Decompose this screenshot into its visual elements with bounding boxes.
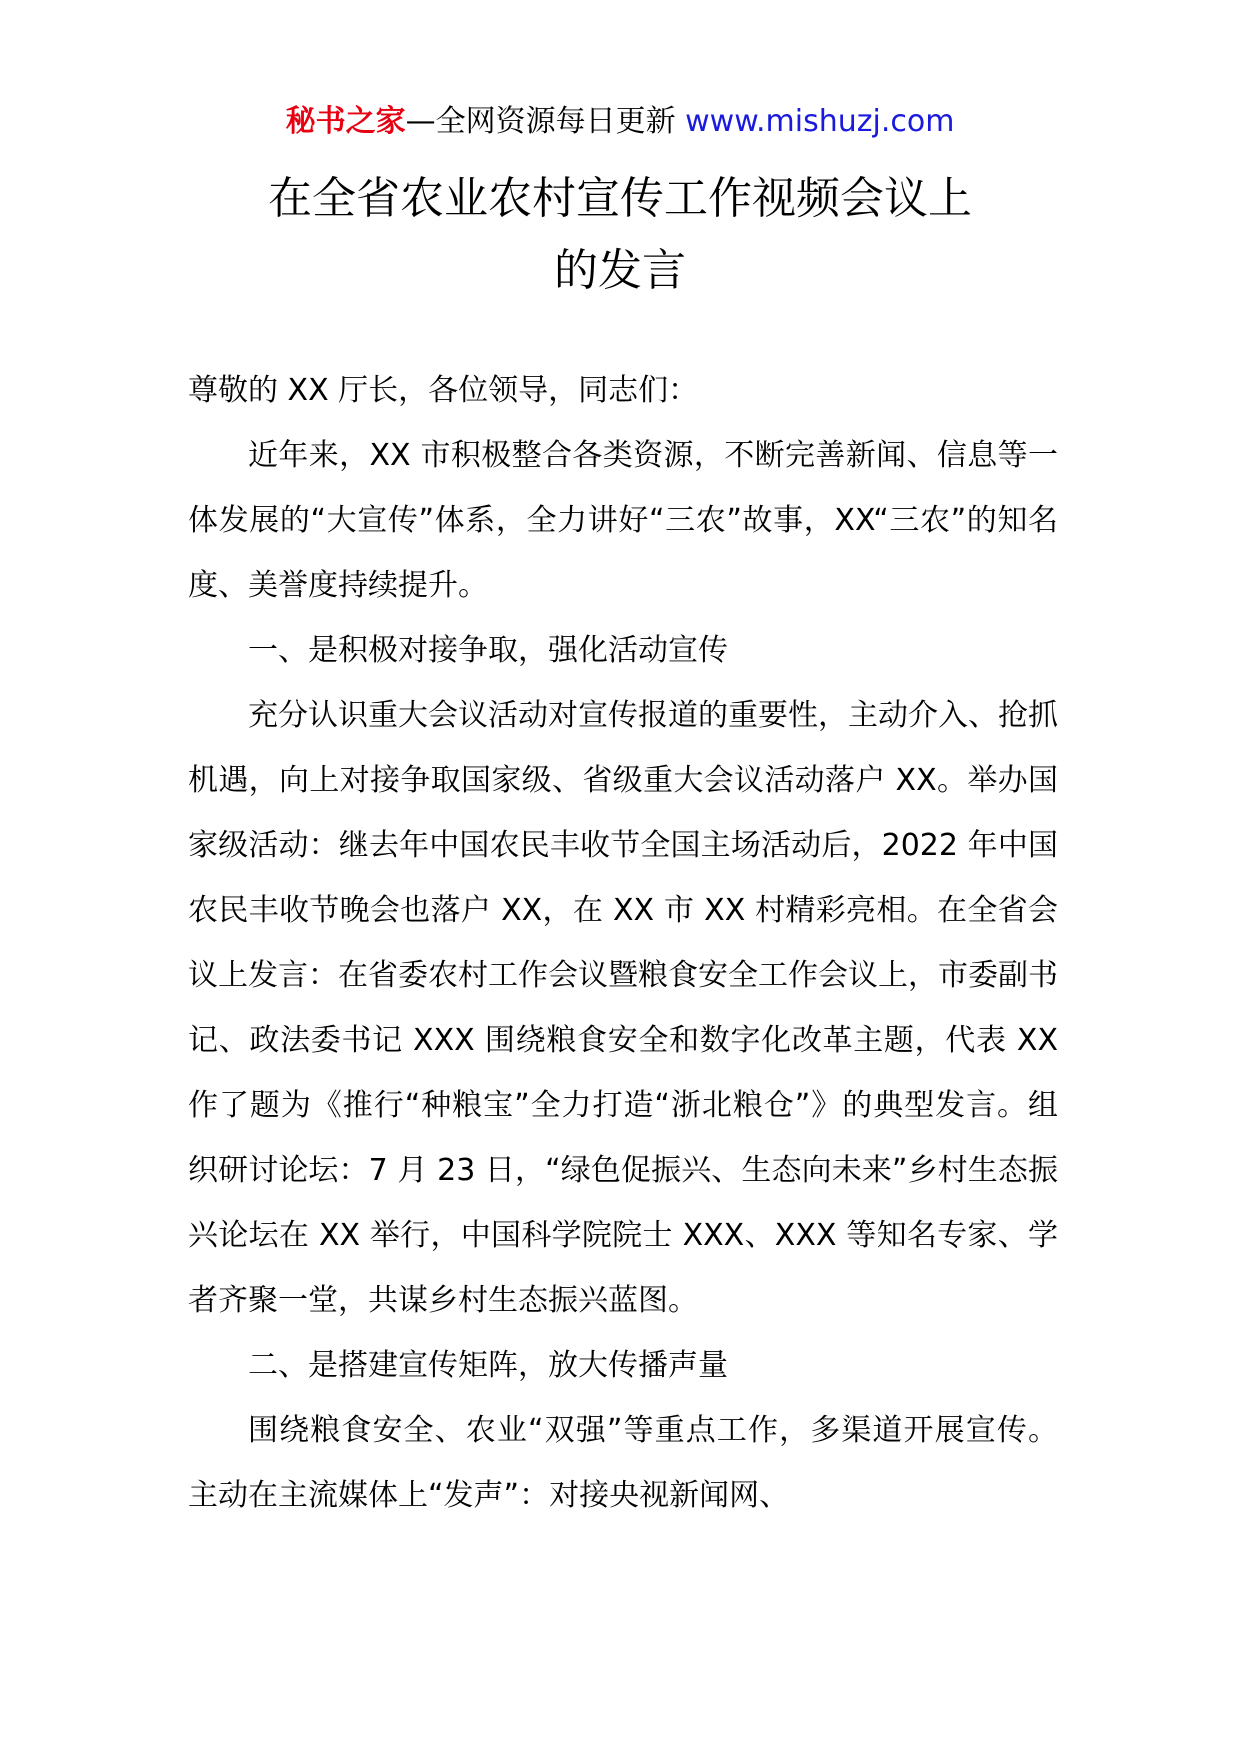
- title-line-2: 的发言: [554, 245, 686, 296]
- salutation: 尊敬的 XX 厅长，各位领导，同志们：: [188, 373, 699, 408]
- intro-paragraph: 近年来，XX 市积极整合各类资源，不断完善新闻、信息等一体发展的“大宣传”体系，全力讲好“三农”故事，XX“三农”的知名度、美誉度持续提升。: [188, 438, 1058, 603]
- site-url-link[interactable]: www.mishuzj.com: [685, 104, 955, 139]
- title-line-1: 在全省农业农村宣传工作视频会议上: [268, 173, 972, 224]
- section-heading-1: 一、是积极对接争取，强化活动宣传: [248, 633, 728, 668]
- section-heading-2: 二、是搭建宣传矩阵，放大传播声量: [248, 1348, 728, 1383]
- site-slogan: —全网资源每日更新: [405, 104, 676, 139]
- section-paragraph-2: 围绕粮食安全、农业“双强”等重点工作，多渠道开展宣传。主动在主流媒体上“发声”：对接央视新闻网、: [188, 1413, 1058, 1513]
- document-body: [188, 358, 1058, 1528]
- document-title: [0, 163, 1240, 307]
- site-brand: 秘书之家: [285, 104, 406, 139]
- site-header: [0, 100, 1240, 144]
- section-paragraph-1: 充分认识重大会议活动对宣传报道的重要性，主动介入、抢抓机遇，向上对接争取国家级、省级重大会议活动落户 XX。举办国家级活动：继去年中国农民丰收节全国主场活动后，2022 年中国农民丰收节晚会也落户 XX，在 XX 市 XX 村精彩亮相。在全省会议上发言：在省委农村工作会议暨粮食安全工作会议上，市委副书记、政法委书记 XXX 围绕粮食安全和数字化改革主题，代表 XX 作了题为《推行“种粮宝”全力打造“浙北粮仓”》的典型发言。组织研讨论坛：7 月 23 日，“绿色促振兴、生态向未来”乡村生态振兴论坛在 XX 举行，中国科学院院士 XXX、XXX 等知名专家、学者齐聚一堂，共谋乡村生态振兴蓝图。: [188, 698, 1058, 1318]
